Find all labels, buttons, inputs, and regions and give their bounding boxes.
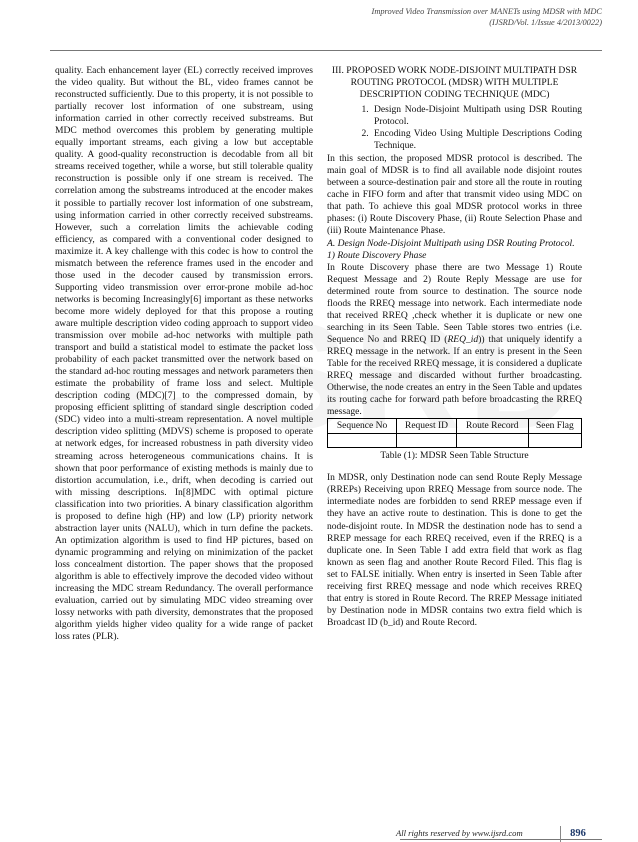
footer-text: All rights reserved by www.ijsrd.com <box>396 828 523 838</box>
header-title: Improved Video Transmission over MANETs using MDSR with MDC <box>371 7 602 16</box>
table-row <box>328 434 582 448</box>
subsection-heading: A. Design Node-Disjoint Multipath using DSR Routing Protocol. <box>327 237 575 249</box>
right-column <box>327 65 582 629</box>
list-item: 1. Design Node-Disjoint Multipath using DSR Routing Protocol. <box>371 104 582 128</box>
subsubsection-heading: 1) Route Discovery Phase <box>327 249 427 261</box>
page-number: 896 <box>560 826 595 842</box>
table-header-row <box>328 419 582 434</box>
table-cell <box>456 434 528 448</box>
table-cell <box>397 434 457 448</box>
table-header: Request ID <box>397 419 457 434</box>
header-volume: (IJSRD/Vol. 1/Issue 4/2013/0022) <box>489 18 602 27</box>
header-rule <box>50 50 602 51</box>
section-intro: In this section, the proposed MDSR protocol is described. The main goal of MDSR is to find all available node disjoint routes between a source-destination pair and store all the route in routing cache in FIFO form and after that transmit video using MDC on that path. To achieve this goal MDSR protocol works in three phases: (i) Route Discovery Phase, (ii) Route Selection Phase and (iii) Route Maintenance Phase. <box>327 153 582 237</box>
table-cell <box>528 434 581 448</box>
running-header <box>372 6 602 28</box>
section-title: III. PROPOSED WORK NODE-DISJOINT MULTIPATH DSR ROUTING PROTOCOL (MDSR) WITH MULTIPLE DESCRIPTION CODING TECHNIQUE (MDC) <box>331 65 578 100</box>
contribution-list <box>327 104 582 152</box>
table-header: Route Record <box>456 419 528 434</box>
table-header: Seen Flag <box>528 419 581 434</box>
list-item: 2. Encoding Video Using Multiple Descriptions Coding Technique. <box>371 128 582 152</box>
body-paragraph: quality. Each enhancement layer (EL) correctly received improves the video quality. But without the BL, video frames cannot be reconstructed sufficiently. Due to this property, it is not possible to partially recover lost information of one substream, using information carried in other correctly received substreams. But MDC method overcomes this problem by generating multiple equally important streams, each giving a low but acceptable quality. A good-quality reconstruction is decodable from all bit streams received together, while a worse, but still tolerable quality reconstruction is possible only if one stream is received. The correlation among the substreams introduced at the encoder makes it possible to partially recover lost information of one substream, using information carried in other correctly received substreams. However, such a correlation limits the achievable coding efficiency, as compared with a conventional coder designed to maximize it. A key challenge with this codec is how to control the mismatch between the reference frames used in the encoder and those used in the decoder caused by transmission errors. Supporting video transmission over error-prone mobile ad-hoc networks is becoming Increasingly[6] important as these networks become more widely deployed for that this propose a routing aware multiple description video coding approach to support video transmission over mobile ad-hoc networks with multiple path transport and build a statistical model to estimate the packet loss probability of each packet transmitted over the network based on the standard ad-hoc routing messages and network parameters then estimate the probability of frame loss and select. Multiple description coding (MDC)[7] to the compressed domain, by proposing efficient splitting of standard single description coded (SDC) video into a multi-stream representation. A novel multiple description video splitting (MDVS) scheme is proposed to operate at network edges, for increased robustness in path diversity video streaming across heterogeneous communications chains. It is shown that poor performance of existing methods is mainly due to distortion accumulation, i.e., drift, when decoding is carried out with missing descriptions. In[8]MDC with optimal picture classification into two priorities. A binary classification algorithm is proposed to define high (HP) and low (LP) priority network abstraction layer units (NALU), which in turn define the packets. An optimization algorithm is used to find HP pictures, based on dynamic programming and relying on minimization of the packet loss concealment distortion. The paper shows that the proposed algorithm is able to effectively improve the decoded video without increasing the MDC stream Redundancy. The overall performance evaluation, carried out by simulating MDC video streaming over lossy networks with path diversity, demonstrates that the proposed algorithm yields higher video quality for a wide range of packet loss rates (PLR). <box>55 65 313 643</box>
table-caption: Table (1): MDSR Seen Table Structure <box>380 450 529 462</box>
table-cell <box>328 434 397 448</box>
seen-table <box>327 418 582 448</box>
left-column <box>55 65 313 643</box>
table-header: Sequence No <box>328 419 397 434</box>
discovery-paragraph: In Route Discovery phase there are two Message 1) Route Request Message and 2) Route Reply Message are use for determined route from source to destination. The source node floods the RREQ message into network. Each intermediate node that received RREQ ,check whether it is duplicate or new one searching in its Seen Table. Seen Table stores two entries (i.e. Sequence No and RREQ ID (REQ_id)) that uniquely identify a RREQ message in the network. If an entry is present in the Seen Table for the received RREQ message, it is considered a duplicate RREQ message and discarded without further broadcasting. Otherwise, the node creates an entry in the Seen Table and updates its routing cache for forward path before broadcasting the RREQ message. <box>327 261 582 418</box>
rrep-paragraph: In MDSR, only Destination node can send Route Reply Message (RREPs) Receiving upon RREQ Message from source node. The intermediate nodes are forbidden to send RREP message even if they have an active route to destination. This is done to get the node-disjoint route. In MDSR the destination node has to send a RREP message for each RREQ received, even if the RREQ is a duplicate one. In Seen Table I add extra field that work as flag known as seen flag and another Route Record Filed. This flag is set to FALSE initially. When entry is inserted in Seen Table after receiving first RREQ message and node which receives RREQ that entry is stored in Route Record. The RREP Message initiated by Destination node in MDSR contains two extra field which is Broadcast ID (b_id) and Route Record. <box>327 472 582 628</box>
req-id-term: REQ_id <box>447 333 479 345</box>
